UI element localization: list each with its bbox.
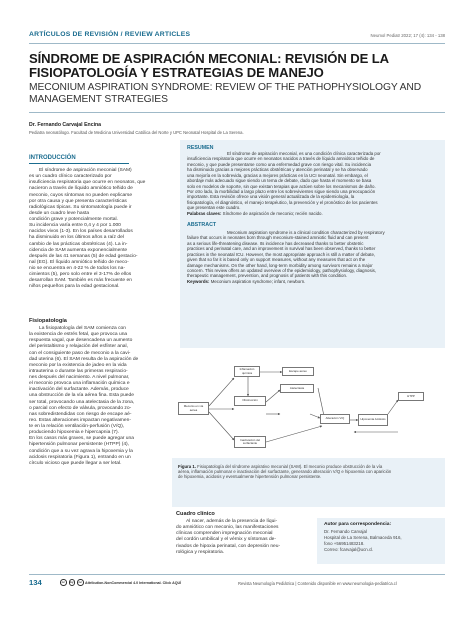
text-line: abordaje más adecuado sigue siendo un tema de debate, dado que hasta el momento se basa [187,178,372,184]
text-line: Por otro lado, la morbilidad a largo plazo entre los sobrevivientes sigue siendo una preocupación [187,188,376,194]
text-line: ha disminuido gracias a mejores prácticas obstétricas y atención perinatal y se ha observado [187,167,368,173]
text-line: intrauterina o durante las primeras respiracio- [29,368,128,374]
text-line: cidencia de SAM aumenta exponencialmente [29,247,128,253]
by-icon: by [69,580,74,585]
fisiopatologia-text [29,326,168,467]
arrow [388,400,398,414]
box-atelectasia: Atelectasia [280,384,314,393]
abstract-keywords: Keywords: Meconium aspiration syndrome; infant, newborn. [187,278,306,284]
box-meconio: Meconio en vía aérea [178,402,209,415]
correspondence-line: fono +56951483218. [324,541,365,547]
text-line: del peristaltismo y relajación del esfínter anal, [29,344,128,350]
fisiopatologia-heading: Fisiopatología [29,318,67,324]
cc-icon: cc [61,580,65,585]
pathophysiology-diagram [172,362,445,458]
text-line: cimientos (5), pero solo entre el 3-17% de ellos [29,272,132,278]
text-line: nacieron a través de líquido amniótico teñido de [29,186,133,192]
abstract-heading: ABSTRACT [187,222,217,228]
text-line: fisiopatología, el diagnóstico, el manejo terapéutico, la prevención y el pronóstico de los pacientes [187,199,378,205]
diagram-arrows [172,362,445,458]
arrow [266,426,322,442]
text-line: clínicas comprenden impregnación meconial [176,531,273,537]
page-number: 134 [29,578,42,587]
text-line: Al nacer, además de la presencia de líqui- [186,519,278,524]
box-inactivacion: Inactivación del surfactante [234,436,266,448]
article-title [29,52,449,80]
text-line: damage mechanisms. On the other hand, long-term morbidity among survivors remains a major [187,262,373,268]
text-line: Meconium aspiration syndrome is a clinical condition characterized by respiratory [227,230,385,235]
text-line: meconio, y que puede presentarse como una enfermedad grave con riesgo vital. Su incidencia [187,161,372,167]
text-line: insuficiencia respiratoria que ocurre en neonatos, que [29,180,146,186]
text-line: do amniótico con meconio, las manifestaciones [176,525,279,531]
section-label: ARTÍCULOS DE REVISIÓN / REVIEW ARTICLES [29,31,191,38]
text-line: Su incidencia varía entre 0,4 y 4 por 1.000 [29,223,121,229]
footer-rule [29,574,445,575]
text-line: con el consiguiente paso de meconio a la cavi- [29,350,131,356]
text-line: nas sobredistendidas con riesgo de escape aé- [29,411,132,417]
text-line: solo en modelos de soporte, sin que existan terapias que actúen sobre los mecanismos de daño. [187,183,376,189]
text-line: condición grave y potencialmente mortal. [29,217,118,222]
correspondence-heading: Autor para correspondencia: [324,522,392,527]
text-line: una mejoría en la sobrevida, gracias a mejores prácticas en la UCI neonatal. Sin embargo, el [187,172,368,178]
text-line: o parcial con efecto de válvula, provocando zo- [29,405,132,411]
arrow [318,388,324,416]
text-line: ha disminuido en los últimos años a raíz del [29,235,124,241]
english-title-line: MECONIUM ASPIRATION SYNDROME: REVIEW OF THE PATHOPHYSIOLOGY AND [29,82,422,93]
text-line: insuficiencia respiratoria que ocurre en neonatos nacidos a través de líquido amniótico teñido de [187,156,375,162]
text-line: therapeutic management, prevention, and prognosis of patients with this condition. [187,273,348,279]
text-line: acidosis respiratoria (Figura 1), entrando en un [29,454,131,460]
text-line: cambio de las prácticas obstétricas (4). La in- [29,241,128,247]
resumen-text [187,151,438,216]
arrow [209,412,234,440]
text-line: importante. Esta revisión ofrece una visión general actualizada de la epidemiología, la [187,194,355,200]
cuadro-heading: Cuadro clínico [176,511,215,517]
journal-citation: Neumol Pediatr 2022; 17 (4): 134 - 138 [370,33,445,38]
figure-caption [178,464,440,480]
text-line: es un cuadro clínico caracterizado por [29,174,112,180]
arrow [310,414,320,418]
text-line: practices and perinatal care, and an improvement in survival has been observed, thanks to better [187,246,376,252]
license-link[interactable]: Attribution-NonCommercial 4.0 International. Click AQUÍ [85,581,182,585]
text-line: radiológicas típicas. Su sintomatología puede ir [29,204,132,210]
intro-rule [29,163,129,164]
text-line: El síndrome de aspiración meconial, es una condición clínica caracterizada por [227,151,381,156]
box-htpp: HTPP [398,392,424,401]
author-name: Dr. Fernando Carvajal Encina [29,122,102,128]
text-line: as a serious life-threatening disease. Its incidence has decreased thanks to better obstetric [187,240,364,246]
text-line: después de las 41 semanas (5) de edad gestacio- [29,253,138,259]
text-line: una obstrucción de la vía aérea fina. Esta puede [29,393,134,399]
figure-1 [172,362,445,507]
text-line: niños pequeños para la edad gestacional. [29,284,120,290]
text-line: por otra causa y que presenta características [29,198,127,204]
text-line: rológica y respiratoria. [176,549,225,555]
arrow [209,378,234,406]
text-line: que presentan este cuadro. [187,205,241,211]
arrow [266,390,280,402]
box-inflamacion: Inflamación química [234,366,260,377]
caption-line: Fisiopatología del síndrome aspirativo meconial (SAM). El meconio produce obstrucción de la vía [197,464,383,469]
caption-line: de hipoxemia, acidosis y eventualmente hipertensión pulmonar persistente. [178,474,322,480]
caption-label: Figura 1. [178,464,196,469]
text-line: respuesta vagal, que desencadena un aumento [29,338,133,344]
box-alteracion: Alteración V/Q [320,414,350,424]
resumen-keywords: Palabras claves: Síndrome de aspiración de meconio; recién nacido. [187,210,323,216]
abstract-text [187,230,438,284]
correspondence-email[interactable]: Correo: fcarvajal@ucn.cl. [324,547,374,553]
box-hipoxemia: Hipoxemia Acidosis [358,414,388,426]
nc-icon: nc [78,580,82,585]
text-line: El síndrome de aspiración meconial (SAM) [39,168,132,173]
text-line: reo. Estas alteraciones impactan negativamen- [29,417,131,423]
text-line: círculo vicioso que puede llegar a ser letal. [29,460,122,466]
journal-reference[interactable]: Revista Neumología Pediátrica | Contenido disponible en www.neumologia-pediatrica.cl [238,581,397,586]
text-line: inactivación del surfactante. Además, produce [29,387,129,393]
intro-heading: INTRODUCCIÓN [29,155,76,161]
english-title-line: MANAGEMENT STRATEGIES [29,94,168,105]
text-line: meconio, cuyos síntomas no pueden explicarse [29,192,133,198]
text-line: La fisiopatología del SAM comienza con [39,326,126,331]
correspondence-box [317,518,445,564]
text-line: given that so far it is based only on support measures, without any measures that act on the [187,257,366,263]
header-rule [29,43,445,44]
box-escape: Escape aéreo [282,367,314,376]
abstract-box [180,140,445,348]
text-line: rivados de hipoxia perinatal, con depresión neu- [176,543,281,549]
title-line: SÍNDROME DE ASPIRACIÓN MECONIAL: REVISIÓN DE LA [29,51,390,66]
text-line: dad uterina (6). El SAM resulta de la aspiración de [29,356,139,362]
text-line: En los casos más graves, se puede agregar una [29,436,134,442]
text-line: failure that occurs in neonates born through meconium-stained amniotic fluid and can present [187,235,369,241]
text-line: concern. This review offers an updated overview of the epidemiology, pathophysiology, diagnosis, [187,267,377,273]
text-line: hipertensión pulmonar persistente (HTPP) (4), [29,442,130,448]
cuadro-text [176,519,308,556]
text-line: ser total, provocando una atelectasia de la zona, [29,399,135,405]
text-line: nes después del nacimiento. A nivel pulmonar, [29,375,130,380]
text-line: practices in the neonatal ICU. However, the most appropriate approach is still a matter of debate, [187,251,376,257]
cc-license-icons[interactable] [60,579,84,586]
caption-line: aérea, inflamación pulmonar e inactivación del surfactante, generando alteración V/Q e hipoxemia con aparición [178,469,392,475]
text-line: produciendo hipoxemia e hipercapnia (7). [29,430,119,436]
resumen-heading: RESUMEN [187,145,214,151]
correspondence-line: Hospital de La Serena, Balmaceda 916, [324,535,402,541]
text-line: nal (EG). El líquido amniótico teñido de meco- [29,259,129,265]
english-title [29,82,449,106]
author-affiliation: Pediatra neonatólogo. Facultad de Medicina Universidad Católica del Norte y UPC Neonatal Hospital de La Serena. [29,130,244,135]
text-line: la existencia de estrés fetal, que provoca una [29,332,128,338]
title-rule [29,112,445,113]
text-line: meconio por la existencia de jadeo en la vida [29,362,127,368]
correspondence-text [324,529,442,553]
intro-text [29,168,168,291]
text-line: desarrollan SAM. También es más frecuente en [29,278,132,284]
text-line: el meconio provoca una inflamación química e [29,381,130,387]
correspondence-line: Dr. Fernando Carvajal [324,529,367,534]
title-line: FISIOPATOLOGÍA Y ESTRATEGIAS DE MANEJO [29,65,324,80]
text-line: del cordón umbilical y el vérnix y síntomas de- [176,537,277,543]
text-line: desde un cuadro leve hasta [29,210,90,216]
box-obstruccion: Obstrucción [234,396,266,406]
text-line: te en la relación ventilación-perfusión (V/Q), [29,424,125,429]
text-line: nio se encuentra en 4-22 % de todos los na- [29,266,125,271]
text-line: condición que a su vez agrava la hipoxemia y la [29,448,133,454]
text-line: nacidos vivos (1-3). En los países desarrollados [29,229,133,235]
